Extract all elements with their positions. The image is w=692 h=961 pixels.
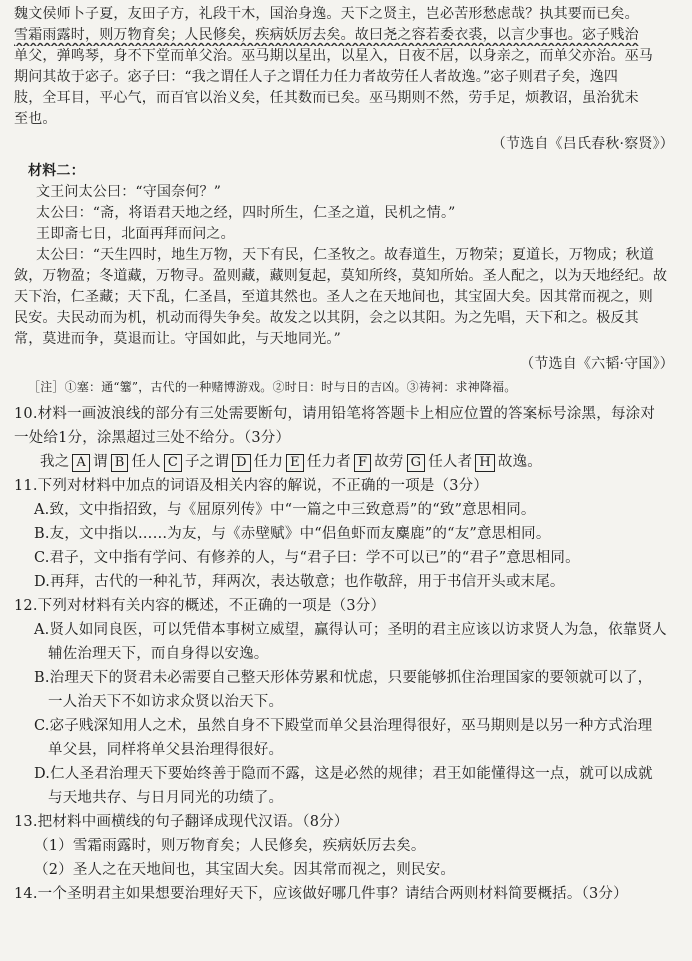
passage-2-note: ［注］①塞：通“簺”，古代的一种赌博游戏。②时日：时与日的吉凶。③祷祠：求神降福。 [28,380,517,394]
segment-text: 任人者 [428,454,473,470]
segment-text: 故逸。 [497,454,542,470]
question-13 [14,810,682,882]
segment-text: 任力者 [306,454,351,470]
answer-box-b[interactable]: B [111,454,129,472]
passage-1-line: 期问其故于宓子。宓子曰：“我之谓任人子之谓任力任力者故劳任人者故逸。”宓子则君子矣，逸四 [14,69,619,85]
option-text: C.宓子贱深知用人之术，虽然自身不下殿堂而单父县治理得很好，巫马期则是以另一种方式治理 [34,718,653,734]
exam-page [14,4,682,906]
segment-text: 谓 [93,454,108,470]
passage-2-line: 敛，万物盈；冬道藏，万物寻。盈则藏，藏则复起，莫知所终，莫知所始。圣人配之，以为天地经纪。故 [14,268,668,284]
question-13-item-2: （2）圣人之在天地间也，其宝固大矣。因其常而视之，则民安。 [34,862,456,878]
option-text: B.治理天下的贤君未必需要自己整天形体劳累和忧虑，只要能够抓住治理国家的要领就可以了， [34,670,653,686]
answer-box-h[interactable]: H [475,454,495,472]
passage-1-line: 肢，全耳目，平心气，而百官以治义矣，任其数而已矣。巫马期则不然，劳手足，烦教诏，虽治犹未 [14,90,639,106]
question-11-option-a[interactable]: A.致，文中指招致，与《屈原列传》中“一篇之中三致意焉”的“致”意思相同。 [34,502,536,518]
passage-2-line: 民安。夫民动而为机，机动而得失争矣。故发之以其阴，会之以其阳。为之先唱，天下和之。极反其 [14,310,639,326]
answer-box-d[interactable]: D [232,454,251,472]
passage-2-line: 文王问太公曰：“守国奈何？” [36,184,222,200]
question-10-stem: 10.材料一画波浪线的部分有三处需要断句，请用铅笔将答题卡上相应位置的答案标号涂黑，每涂对 [14,406,656,422]
question-12-stem: 12.下列对材料有关内容的概述，不正确的一项是（3分） [14,598,386,614]
answer-box-a[interactable]: A [72,454,90,472]
segment-text: 故劳 [374,454,404,470]
passage-2-line: 常，莫进而争，莫退而让。守国如此，与天地同光。” [14,331,341,347]
answer-box-c[interactable]: C [164,454,182,472]
segment-text: 任人 [131,454,161,470]
segment-text: 我之 [40,454,70,470]
passage-1-line: 雪霜雨露时，则万物育矣；人民修矣，疾病妖厉去矣。故曰尧之容若委衣裘，以言少事也。宓子贱治 [14,27,639,43]
passage-1-source: （节选自《吕氏春秋·察贤》） [491,136,674,152]
question-11-stem: 11.下列对材料中加点的词语及相关内容的解说，不正确的一项是（3分） [14,478,489,494]
question-14 [14,882,682,906]
option-text-cont: 辅佐治理天下，而自身得以安逸。 [48,646,269,662]
question-13-stem: 13.把材料中画横线的句子翻译成现代汉语。（8分） [14,814,349,830]
passage-2-line: 王即斋七日，北面再拜而问之。 [36,226,235,242]
question-12-option-c[interactable] [14,714,682,762]
option-text-cont: 单父县，同样将单父县治理得很好。 [48,742,284,758]
question-10 [14,402,682,474]
option-text-cont: 与天地共存、与日月同光的功绩了。 [48,790,284,806]
passage-1-line: 至也。 [14,111,57,127]
segment-text: 任力 [253,454,284,470]
passage-2 [14,161,682,398]
passage-1-line: 魏文侯师卜子夏，友田子方，礼段干木，国治身逸。天下之贤主，岂必苦形愁虑哉？执其要而已矣。 [14,6,639,22]
question-13-item-1: （1）雪霜雨露时，则万物育矣；人民修矣，疾病妖厉去矣。 [34,838,426,854]
option-text-cont: 一人治天下不如访求众贤以治天下。 [48,694,284,710]
answer-box-e[interactable]: E [286,454,304,472]
question-12-option-b[interactable] [14,666,682,714]
question-12-option-d[interactable] [14,762,682,810]
passage-1-line: 单父，弹鸣琴，身不下堂而单父治。巫马期以星出，以星入，日夜不居，以身亲之，而单父亦治。巫马 [14,48,653,64]
passage-2-line: 太公曰：“天生四时，地生万物，天下有民，仁圣牧之。故春道生，万物荣；夏道长，万物成；秋道 [36,247,654,263]
question-11-option-c[interactable]: C.君子，文中指有学问、有修养的人，与“君子曰：学不可以已”的“君子”意思相同。 [34,550,580,566]
passage-2-heading: 材料二： [28,163,85,179]
answer-box-g[interactable]: G [407,454,426,472]
question-12 [14,594,682,810]
question-11-option-b[interactable]: B.友，文中指以……为友，与《赤壁赋》中“侣鱼虾而友麋鹿”的“友”意思相同。 [34,526,551,542]
option-text: A.贤人如同良医，可以凭借本事树立威望，赢得认可；圣明的君主应该以访求贤人为急，依靠贤人 [34,622,667,638]
question-12-option-a[interactable] [14,618,682,666]
question-10-answer-row [14,450,682,474]
answer-box-f[interactable]: F [354,454,371,472]
segment-text: 子之谓 [185,454,230,470]
passage-2-line: 天下治，仁圣藏；天下乱，仁圣昌，至道其然也。圣人之在天地间也，其宝固大矣。因其常而视之，则 [14,289,653,305]
passage-2-line: 太公曰：“斋，将语君天地之经，四时所生，仁圣之道，民机之情。” [36,205,456,221]
question-10-stem-cont: 一处给1分，涂黑超过三处不给分。（3分） [14,430,291,446]
passage-1 [14,4,682,155]
question-14-stem: 14.一个圣明君主如果想要治理好天下，应该做好哪几件事？请结合两则材料简要概括。（3分） [14,886,628,902]
question-11 [14,474,682,594]
question-11-option-d[interactable]: D.再拜，古代的一种礼节，拜两次，表达敬意；也作敬辞，用于书信开头或末尾。 [34,574,565,590]
passage-2-source: （节选自《六韬·守国》） [520,356,674,372]
option-text: D.仁人圣君治理天下要始终善于隐而不露，这是必然的规律；君王如能懂得这一点，就可以成就 [34,766,653,782]
